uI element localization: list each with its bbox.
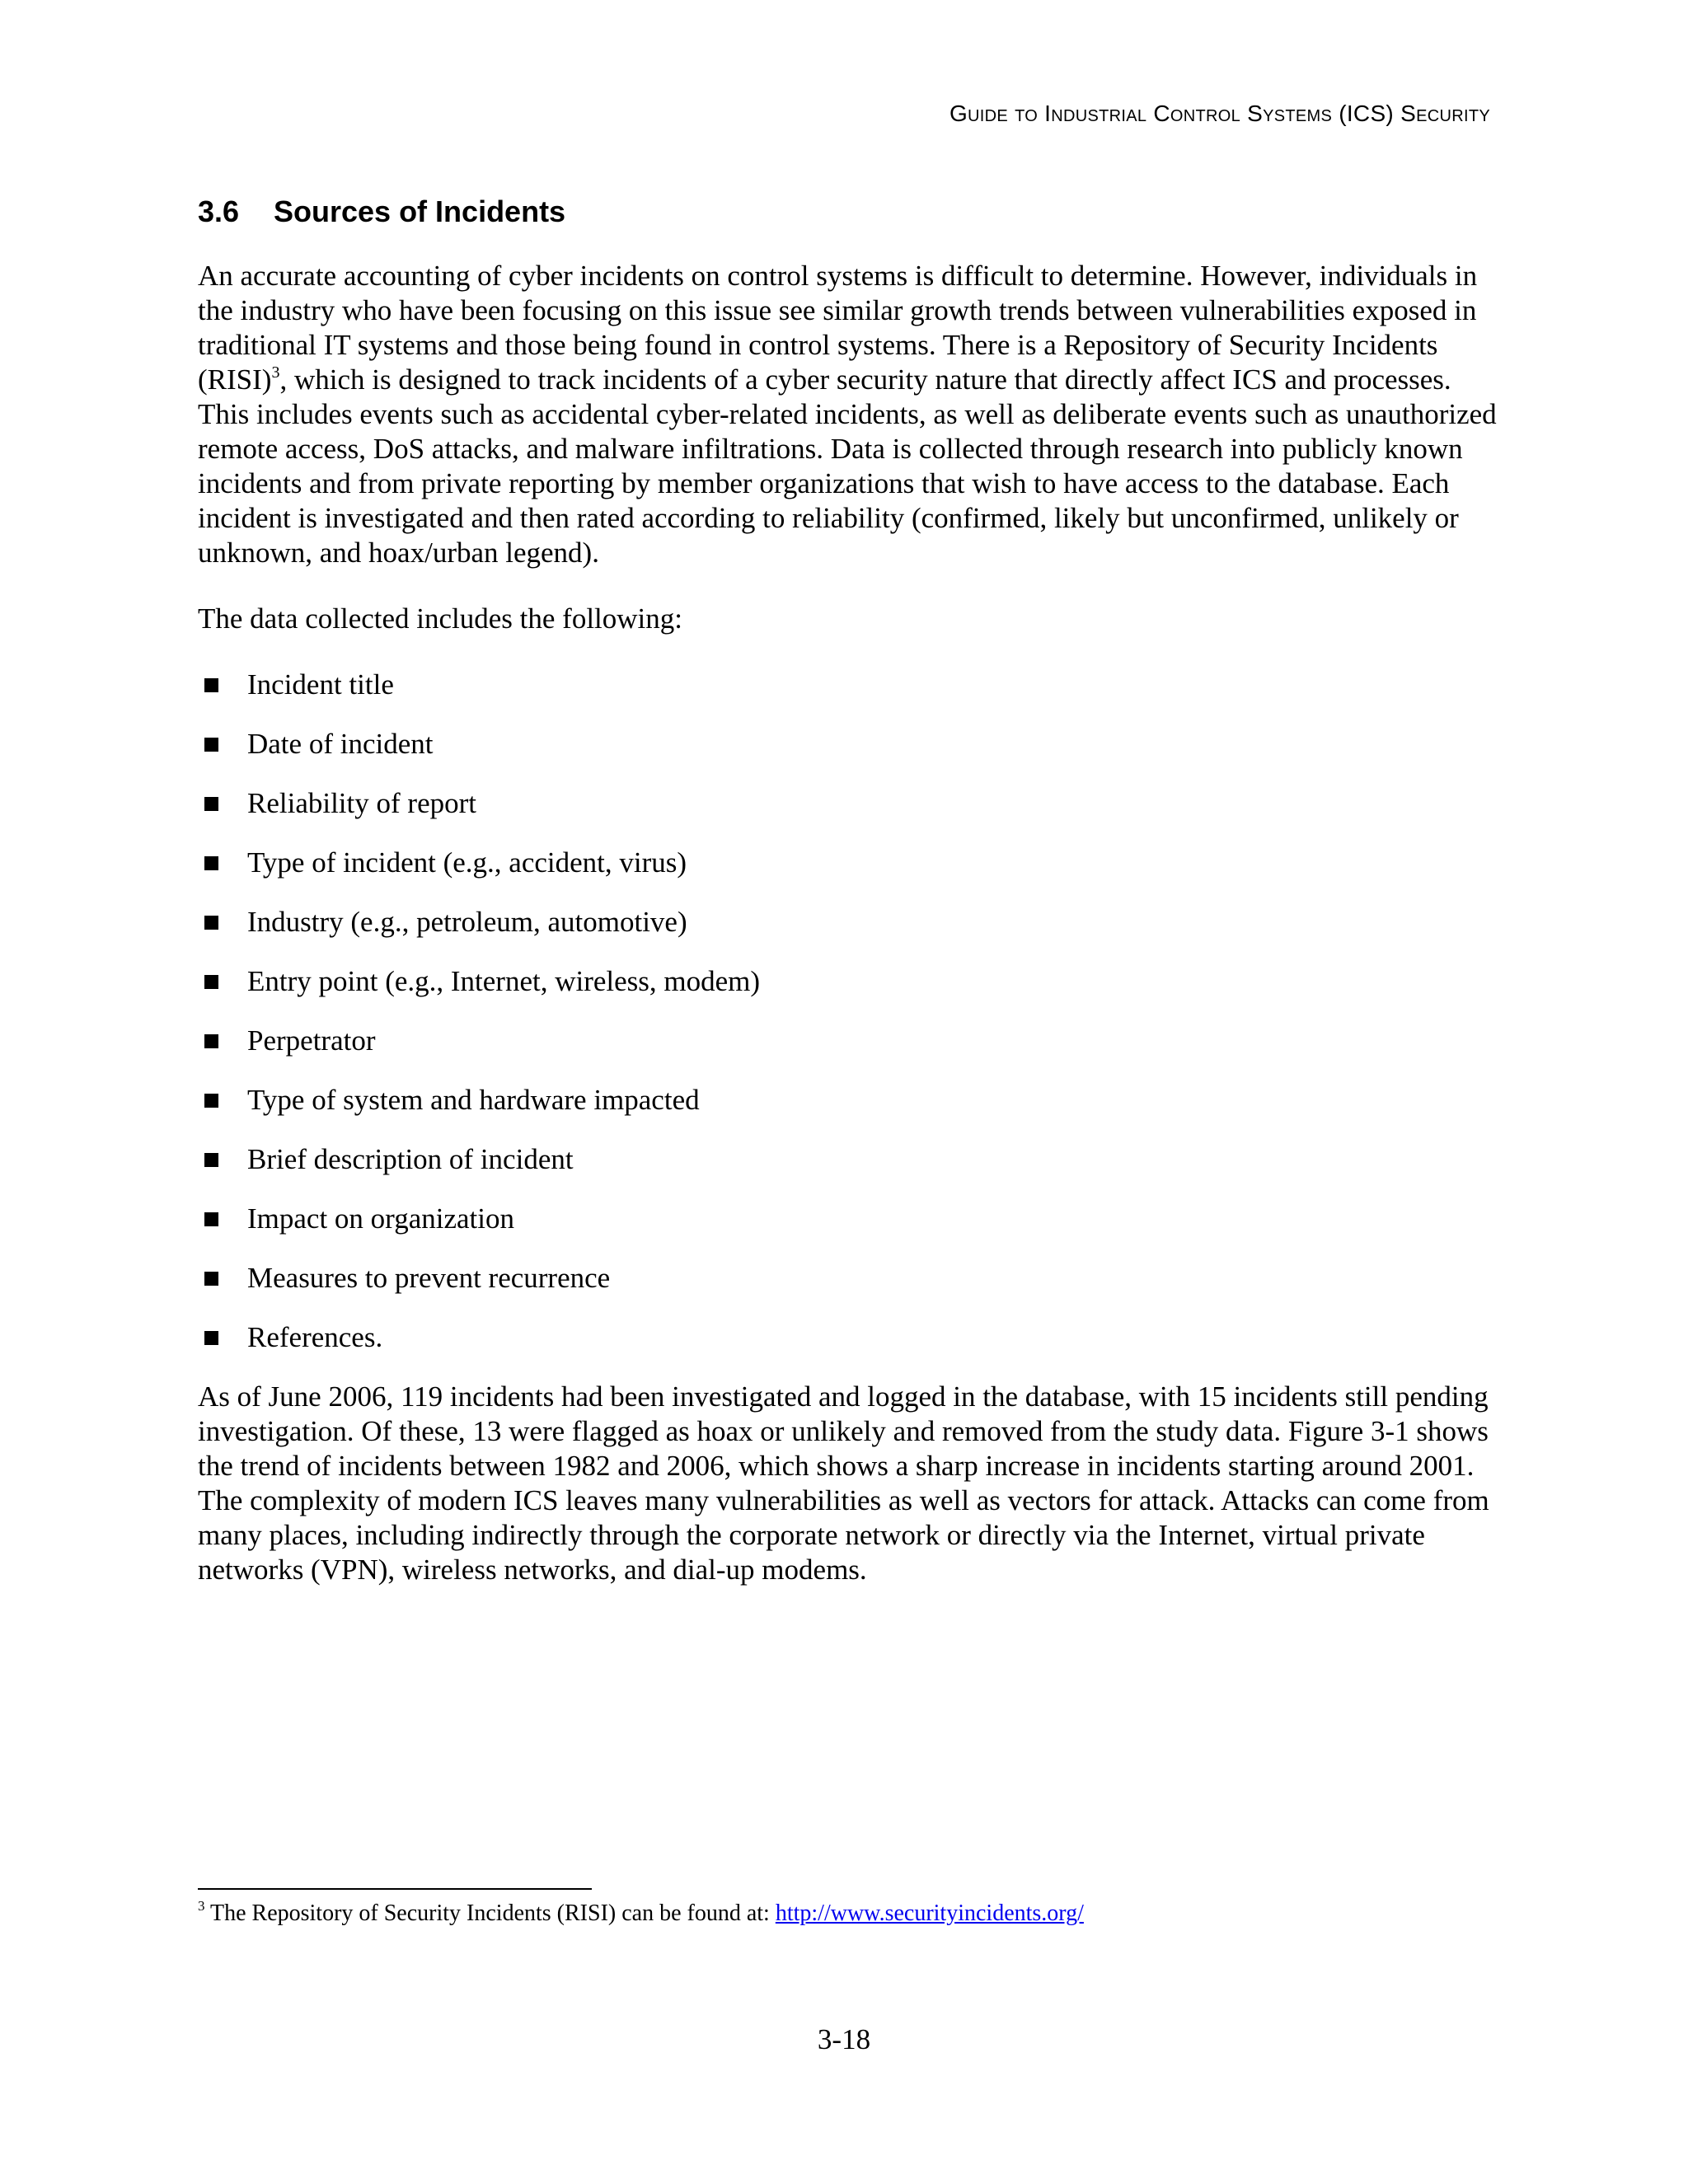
list-item <box>198 964 1500 999</box>
square-bullet-icon <box>204 1272 218 1286</box>
footnote-text: The Repository of Security Incidents (RISI) can be found at: <box>204 1900 776 1926</box>
list-item-text: Industry (e.g., petroleum, automotive) <box>247 906 687 938</box>
list-item-text: Type of incident (e.g., accident, virus) <box>247 846 687 879</box>
list-item-text: Type of system and hardware impacted <box>247 1084 700 1116</box>
list-item-text: Brief description of incident <box>247 1143 574 1175</box>
list-intro-paragraph: The data collected includes the following: <box>198 602 682 635</box>
square-bullet-icon <box>204 1034 218 1048</box>
footnote-reference: 3 <box>271 363 280 382</box>
section-number: 3.6 <box>198 194 240 228</box>
section-title: Sources of Incidents <box>274 194 566 228</box>
footnote-separator <box>198 1888 592 1890</box>
list-item <box>198 1024 1500 1058</box>
closing-paragraph: As of June 2006, 119 incidents had been investigated and logged in the database, with 15 incidents still pending investigation. Of these, 13 were flagged as hoax or unlikely and removed from the study data. Figure 3-1 shows the trend of incidents between 1982 and 2006, which shows a sharp increase in incidents starting around 2001. The complexity of modern ICS leaves many vulnerabilities as well as vectors for attack. Attacks can come from many places, including indirectly through the corporate network or directly via the Internet, virtual private networks (VPN), wireless networks, and dial-up modems. <box>198 1380 1489 1586</box>
list-item <box>198 1261 1500 1296</box>
page-content <box>198 194 1500 1619</box>
list-item <box>198 1142 1500 1177</box>
list-item-text: Entry point (e.g., Internet, wireless, modem) <box>247 965 761 997</box>
intro-text-part1: An accurate accounting of cyber incidents on control systems is difficult to determine. However, individuals in the industry who have been focusing on this issue see similar growth trends between vulnerabilities exposed in traditional IT systems and those being found in control systems. There is a Repository of Security Incidents (RISI) <box>198 260 1478 396</box>
list-item-text: References. <box>247 1321 383 1353</box>
list-item <box>198 846 1500 880</box>
section-heading <box>198 194 1500 229</box>
square-bullet-icon <box>204 797 218 811</box>
intro-text-part2: , which is designed to track incidents of a cyber security nature that directly affect ICS and processes. This includes events such as accidental cyber-related incidents, as well as deliberate events such as unauthorized remote access, DoS attacks, and malware infiltrations. Data is collected through research into publicly known incidents and from private reporting by member organizations that wish to have access to the database. Each incident is investigated and then rated according to reliability (confirmed, likely but unconfirmed, unlikely or unknown, and hoax/urban legend). <box>198 363 1497 569</box>
list-item-text: Measures to prevent recurrence <box>247 1262 611 1294</box>
square-bullet-icon <box>204 1212 218 1226</box>
footnote <box>198 1899 1084 1929</box>
intro-paragraph <box>198 259 1500 570</box>
list-item <box>198 727 1500 762</box>
list-item <box>198 668 1500 702</box>
list-item-text: Reliability of report <box>247 787 476 819</box>
list-item <box>198 786 1500 821</box>
footnote-marker: 3 <box>198 1898 205 1914</box>
square-bullet-icon <box>204 856 218 870</box>
list-item-text: Incident title <box>247 668 394 701</box>
list-item <box>198 1083 1500 1118</box>
list-item-text: Date of incident <box>247 728 434 760</box>
risi-link[interactable]: http://www.securityincidents.org/ <box>775 1900 1084 1926</box>
square-bullet-icon <box>204 738 218 752</box>
list-item <box>198 905 1500 940</box>
data-collected-list <box>198 668 1500 1355</box>
list-item-text: Perpetrator <box>247 1024 376 1057</box>
square-bullet-icon <box>204 916 218 930</box>
running-header: Guide to Industrial Control Systems (ICS) Security <box>949 101 1490 126</box>
page-number: 3-18 <box>817 2023 871 2055</box>
square-bullet-icon <box>204 678 218 692</box>
square-bullet-icon <box>204 1331 218 1345</box>
list-item-text: Impact on organization <box>247 1202 514 1235</box>
square-bullet-icon <box>204 1153 218 1167</box>
square-bullet-icon <box>204 1094 218 1108</box>
list-item <box>198 1202 1500 1236</box>
list-item <box>198 1320 1500 1355</box>
square-bullet-icon <box>204 975 218 989</box>
